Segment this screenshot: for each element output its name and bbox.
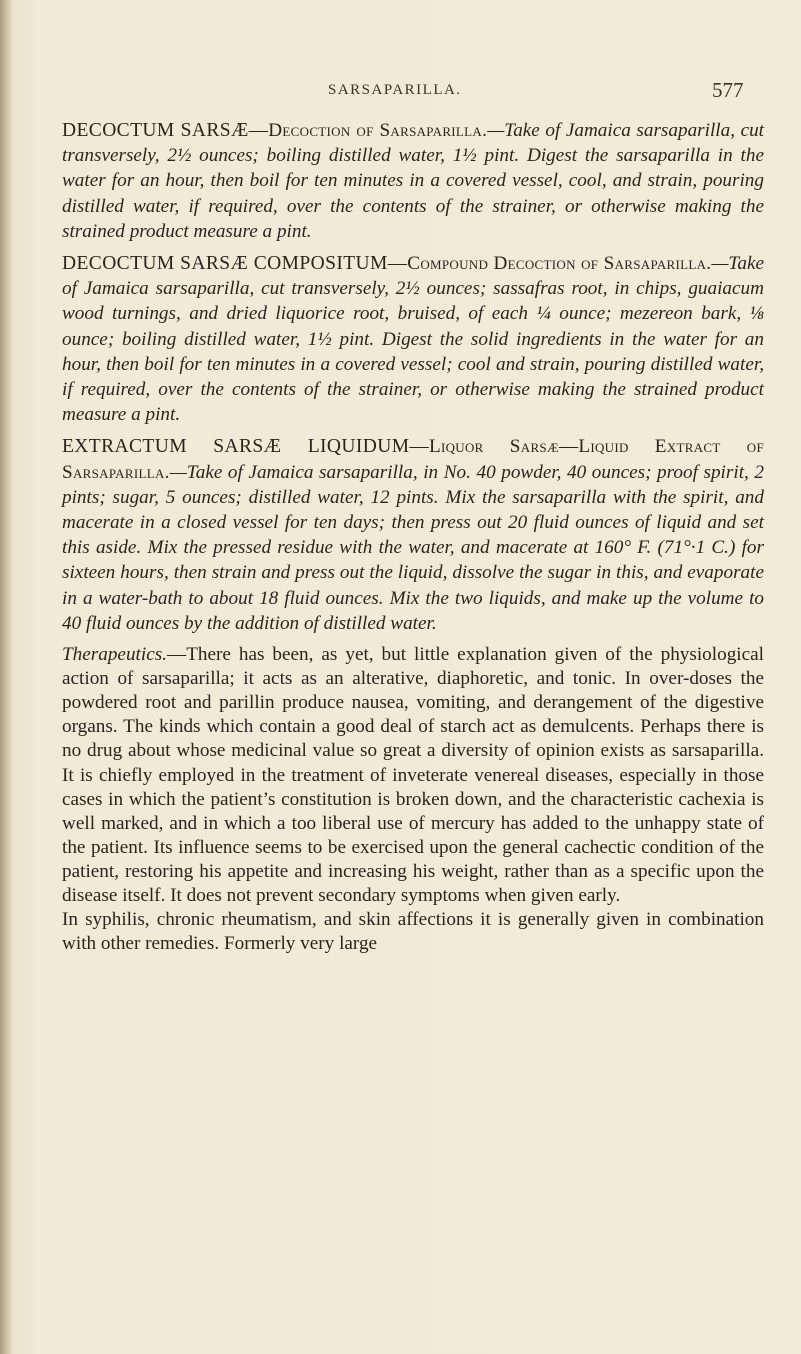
final-paragraph [62,908,764,956]
entry-heading: DECOCTUM SARSÆ COMPOSITUM [62,253,388,275]
final-paragraph-text: In syphilis, chronic rheumatism, and skin affections it is generally given in combination with other remedies. Formerly very large [62,909,764,955]
therapeutics-paragraph [62,643,764,908]
page-header [0,78,801,106]
entry-recipe: —Take of Jamaica sarsaparilla, in No. 40 powder, 40 ounces; proof spirit, 2 pints; sugar, 5 ounces; distilled water, 12 pints. Mix the sarsaparilla with the spirit, and macerate in a closed vessel for ten days; then press out 20 fluid ounces of liquid and set this aside. Mix the pressed residue with the water, and macerate at 160° F. (71°·1 C.) for sixteen hours, then strain and press out the liquid, dissolve the sugar in this, and evaporate in a water-bath to about 18 fluid ounces. Mix the two liquids, and make up the volume to 40 fluid ounces by the addition of distilled water. [62,461,764,634]
therapeutics-text: —There has been, as yet, but little explanation given of the physiological action of sarsaparilla; it acts as an alterative, diaphoretic, and tonic. In over-doses the powdered root and parillin produce nausea, vomiting, and derangement of the digestive organs. The kinds which contain a good deal of starch act as demulcents. Perhaps there is no drug about whose medicinal value so great a diversity of opinion exists as sarsaparilla. It is chiefly employed in the treatment of inveterate venereal diseases, especially in those cases in which the patient’s constitution is broken down, and the characteristic cachexia is well marked, and in which a too liberal use of mercury has added to the unhappy state of the patient. Its influence seems to be exercised upon the general cachectic condition of the patient, restoring his appetite and increasing his weight, rather than as a specific upon the disease itself. It does not prevent secondary symptoms when given early. [62,644,764,906]
entry-heading: DECOCTUM SARSÆ [62,120,249,141]
page-number: 577 [712,78,744,102]
entry-heading: EXTRACTUM SARSÆ LIQUIDUM [62,436,410,458]
page-body [62,118,764,956]
running-title: SARSAPARILLA. [328,82,462,98]
entry-subtitle: —Compound Decoction of Sarsaparilla. [387,253,712,275]
entry-decoctum-sarsae [62,118,764,244]
entry-recipe: —Take of Jamaica sarsaparilla, cut transversely, 2½ ounces; boiling distilled water, 1½ pint. Digest the sarsaparilla in the water for an hour, then boil for ten minutes in a covered vessel, cool, and strain, pouring distilled water, if required, over the contents of the strainer, or otherwise making the strained product measure a pint. [62,120,765,242]
entry-recipe: —Take of Jamaica sarsaparilla, cut transversely, 2½ ounces; sassafras root, in chips, guaiacum wood turnings, and dried liquorice root, bruised, of each ¼ ounce; mezereon bark, ⅛ ounce; boiling distilled water, 1½ pint. Digest the solid ingredients in the water for an hour, then boil for ten minutes in a covered vessel; cool and strain, pouring distilled water, if required, over the contents of the strainer, or otherwise making the strained product measure a pint. [62,253,764,426]
page-binding-edge [0,0,12,1354]
entry-decoctum-sarsae-compositum [62,251,764,427]
entry-extractum-sarsae-liquidum [62,434,764,636]
entry-subtitle: —Decoction of Sarsaparilla. [248,120,488,141]
therapeutics-lead: Therapeutics. [62,644,167,666]
entry-subtitle: —Liquor Sarsæ—Liquid Extract of Sarsaparilla. [62,436,764,483]
